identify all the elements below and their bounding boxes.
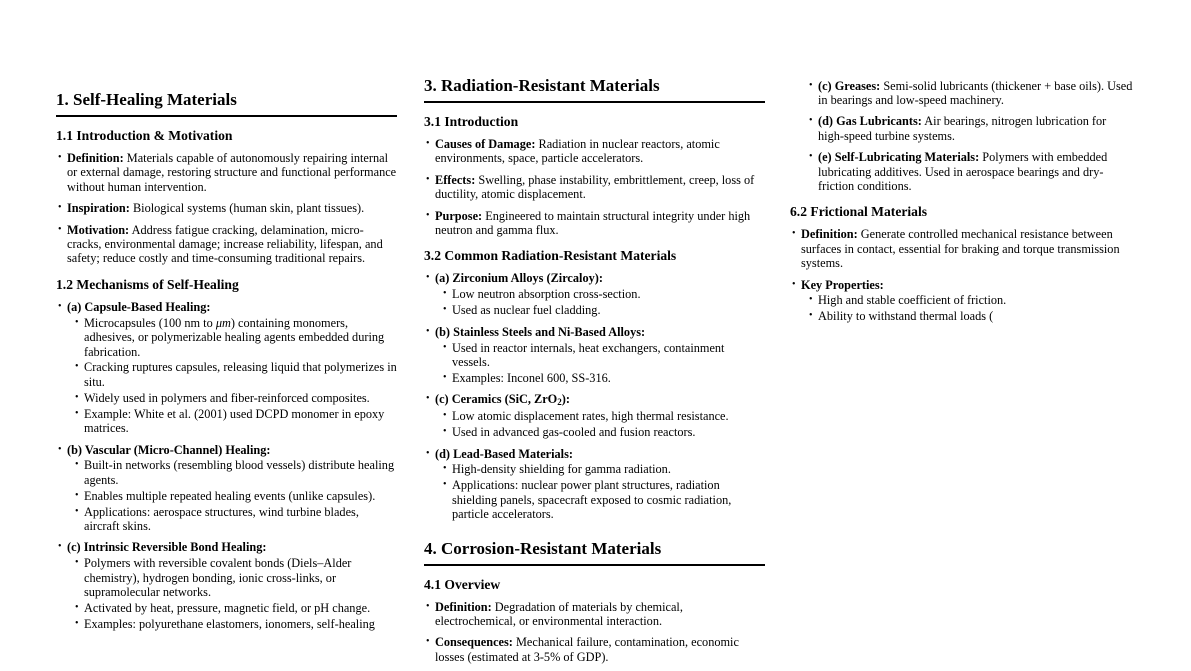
list-item [73, 489, 397, 503]
bullet-icon: • [75, 459, 79, 471]
list-item-term: Definition: [67, 151, 124, 165]
section-heading: 3. Radiation-Resistant Materials [424, 76, 765, 103]
list-item-text: Widely used in polymers and fiber-reinforced composites. [84, 390, 370, 405]
bullet-icon: • [58, 223, 62, 235]
list-item [441, 425, 765, 439]
list-item-term: (c) Intrinsic Reversible Bond Healing: [67, 540, 267, 555]
list-item-text: Effects: Swelling, phase instability, embrittlement, creep, loss of ductility, atomic displacement. [435, 172, 755, 202]
bullet-icon: • [426, 636, 430, 648]
bullet-icon: • [809, 151, 813, 163]
list-item-group [424, 287, 765, 301]
bullet-icon: • [443, 288, 447, 300]
list-item-term: (a) Capsule-Based Healing: [67, 299, 211, 314]
list-item-term: Consequences: [435, 635, 513, 650]
list-item [424, 392, 765, 407]
subscript-text: 2 [557, 397, 562, 408]
list-item-group [424, 447, 765, 522]
list-item-group [790, 79, 1135, 108]
list-item [441, 462, 765, 476]
subsection-heading: 4.1 Overview [424, 576, 501, 592]
bullet-list [790, 227, 1135, 323]
list-item-group [424, 371, 765, 385]
bullet-icon: • [809, 310, 813, 322]
subsection-heading: 1.2 Mechanisms of Self-Healing [56, 276, 239, 292]
list-item-term: Causes of Damage: [435, 137, 536, 151]
subsection-heading: 3.2 Common Radiation-Resistant Materials [424, 248, 677, 264]
bullet-icon: • [75, 505, 79, 517]
list-item-group [56, 391, 397, 405]
list-item-group [424, 425, 765, 439]
list-item-text: Low atomic displacement rates, high thermal resistance. [452, 409, 729, 424]
list-item [424, 635, 765, 664]
list-item [56, 300, 397, 314]
list-item-group [56, 556, 397, 599]
bullet-list [56, 151, 397, 266]
list-item-group [56, 360, 397, 389]
list-item [790, 227, 1135, 270]
list-item-group [790, 114, 1135, 143]
list-item-group [56, 540, 397, 631]
list-item-group [424, 325, 765, 386]
list-item-text: Definition: Materials capable of autonomously repairing internal or external damage, restoring structure and functional performance without human intervention. [67, 151, 397, 194]
bullet-list [56, 300, 397, 632]
list-item [73, 556, 397, 599]
list-item [441, 371, 765, 385]
list-item-term: Effects: [435, 172, 476, 187]
list-item-group [56, 407, 397, 436]
list-item-group [790, 309, 1135, 323]
list-item-group [56, 316, 397, 359]
bullet-list [424, 600, 765, 665]
bullet-icon: • [809, 79, 813, 91]
bullet-icon: • [58, 202, 62, 214]
list-item-text [435, 271, 765, 285]
bullet-icon: • [75, 557, 79, 569]
list-item-group [56, 489, 397, 503]
list-item-group [790, 278, 1135, 324]
bullet-icon: • [75, 391, 79, 403]
bullet-icon: • [809, 294, 813, 306]
list-item-text [435, 447, 765, 461]
list-item [424, 447, 765, 461]
list-item [441, 341, 765, 370]
list-item [424, 137, 765, 166]
list-item-term: (c) Ceramics (SiC, ZrO$_2$): [435, 392, 570, 408]
list-item-group [56, 617, 397, 631]
bullet-icon: • [443, 341, 447, 353]
list-item-group [790, 150, 1135, 193]
bullet-icon: • [58, 300, 62, 312]
bullet-icon: • [426, 272, 430, 284]
list-item-text: Used as nuclear fuel cladding. [452, 303, 601, 318]
bullet-icon: • [426, 173, 430, 185]
section-heading: 4. Corrosion-Resistant Materials [424, 539, 765, 566]
list-item [441, 287, 765, 301]
bullet-icon: • [58, 152, 62, 163]
list-item [807, 114, 1135, 143]
list-item-text: Polymers with reversible covalent bonds (Diels–Alder chemistry), hydrogen bonding, ionic cross-links, or supramolecular networks. [84, 556, 352, 600]
list-item-group [424, 173, 765, 202]
list-item [56, 223, 397, 266]
bullet-icon: • [426, 325, 430, 337]
bullet-icon: • [443, 304, 447, 316]
list-item-text [67, 540, 397, 554]
list-item [73, 391, 397, 405]
list-item-term: (a) Zirconium Alloys (Zircaloy): [435, 271, 603, 286]
section-heading: 1. Self-Healing Materials [56, 90, 397, 117]
list-item-text [67, 443, 397, 457]
list-item-text: Applications: nuclear power plant structures, radiation shielding panels, spacecraft exposed to cosmic radiation, particle accelerators. [452, 478, 732, 522]
list-item-text: (d) Gas Lubricants: Air bearings, nitrogen lubrication for high-speed turbine systems. [818, 114, 1107, 143]
bullet-icon: • [809, 115, 813, 127]
list-item-group [424, 478, 765, 521]
bullet-icon: • [426, 447, 430, 459]
column-2 [424, 76, 765, 671]
subsection-heading: 1.1 Introduction & Motivation [56, 128, 233, 143]
list-item [73, 316, 397, 359]
list-item [807, 150, 1135, 193]
list-item [56, 443, 397, 457]
list-item-text: Used in advanced gas-cooled and fusion reactors. [452, 425, 696, 440]
list-item-group [56, 601, 397, 615]
list-item-text: Purpose: Engineered to maintain structural integrity under high neutron and gamma flux. [435, 208, 751, 238]
list-item-group [56, 300, 397, 436]
list-item-text: Examples: Inconel 600, SS-316. [452, 370, 611, 385]
list-item [807, 293, 1135, 307]
list-item-term: (b) Stainless Steels and Ni-Based Alloys: [435, 324, 646, 339]
list-item-text [435, 392, 765, 407]
bullet-icon: • [58, 541, 62, 553]
list-item [73, 617, 397, 631]
list-item-term: (d) Gas Lubricants: [818, 114, 922, 129]
bullet-icon: • [443, 479, 447, 491]
list-item-term: (d) Lead-Based Materials: [435, 446, 573, 461]
list-item-text: Definition: Degradation of materials by chemical, electrochemical, or environmental interaction. [435, 599, 683, 628]
bullet-list [790, 79, 1135, 194]
list-item [807, 309, 1135, 323]
list-item-text: Low neutron absorption cross-section. [452, 287, 641, 302]
bullet-icon: • [75, 489, 79, 501]
list-item-text: Ability to withstand thermal loads ( [818, 309, 994, 324]
list-item [424, 600, 765, 629]
list-item-term: (c) Greases: [818, 78, 881, 93]
list-item-text: Enables multiple repeated healing events (unlike capsules). [84, 488, 376, 503]
bullet-icon: • [58, 443, 62, 455]
subsection-heading: 3.1 Introduction [424, 114, 519, 129]
list-item [73, 407, 397, 436]
bullet-icon: • [75, 316, 79, 328]
list-item-group [424, 600, 765, 629]
bullet-icon: • [443, 463, 447, 475]
list-item-text: Microcapsules (100 nm to μm) containing monomers, adhesives, or polymerizable healing agents embedded during fabrication. [84, 315, 385, 359]
bullet-icon: • [426, 209, 430, 221]
bullet-icon: • [75, 361, 79, 373]
list-item-group [56, 201, 397, 215]
bullet-icon: • [426, 138, 430, 149]
list-item-term: Motivation: [67, 222, 130, 237]
bullet-list [424, 271, 765, 521]
bullet-icon: • [443, 426, 447, 438]
list-item-group [56, 443, 397, 534]
list-item-text: Applications: aerospace structures, wind turbine blades, aircraft skins. [84, 504, 359, 534]
list-item-group [424, 341, 765, 370]
list-item [73, 505, 397, 534]
list-item-term: Definition: [435, 599, 492, 614]
list-item [56, 540, 397, 554]
list-item-term: Definition: [801, 227, 858, 242]
list-item-text: Example: White et al. (2001) used DCPD monomer in epoxy matrices. [84, 406, 385, 436]
bullet-icon: • [443, 410, 447, 422]
list-item-term: Key Properties: [801, 277, 884, 292]
list-item-group [424, 635, 765, 664]
list-item-text: Causes of Damage: Radiation in nuclear reactors, atomic environments, space, particle accelerators. [435, 137, 720, 166]
list-item [56, 201, 397, 215]
list-item-text: High and stable coefficient of friction. [818, 293, 1007, 308]
list-item-text: Inspiration: Biological systems (human skin, plant tissues). [67, 201, 365, 216]
list-item-group [424, 303, 765, 317]
italic-text: μm [215, 315, 231, 330]
bullet-icon: • [426, 600, 430, 612]
bullet-icon: • [75, 407, 79, 419]
list-item-text: Motivation: Address fatigue cracking, delamination, micro-cracks, environmental damage; increase reliability, lifespan, and safety; reduce costly and time-consuming traditional repairs. [67, 222, 383, 266]
list-item-term: Purpose: [435, 208, 483, 223]
list-item-text: Used in reactor internals, heat exchangers, containment vessels. [452, 340, 725, 369]
list-item [424, 173, 765, 202]
list-item [807, 79, 1135, 108]
list-item-text: Definition: Generate controlled mechanical resistance between surfaces in contact, essential for braking and torque transmission systems. [801, 227, 1120, 271]
list-item-group [424, 392, 765, 439]
list-item-text: Built-in networks (resembling blood vessels) distribute healing agents. [84, 458, 395, 487]
list-item-group [424, 462, 765, 476]
list-item [424, 271, 765, 285]
list-item-text: Cracking ruptures capsules, releasing liquid that polymerizes in situ. [84, 360, 397, 389]
list-item-text [67, 300, 397, 314]
list-item-text: (e) Self-Lubricating Materials: Polymers with embedded lubricating additives. Used in aerospace bearings and dry-friction conditions. [818, 150, 1108, 193]
bullet-icon: • [792, 228, 796, 240]
list-item-text: Activated by heat, pressure, magnetic field, or pH change. [84, 601, 371, 616]
list-item [56, 151, 397, 194]
list-item-text: Consequences: Mechanical failure, contamination, economic losses (estimated at 3-5% of GDP). [435, 635, 739, 664]
bullet-icon: • [792, 278, 796, 290]
list-item [441, 409, 765, 423]
list-item-text: (c) Greases: Semi-solid lubricants (thickener + base oils). Used in bearings and low-speed machinery. [818, 78, 1133, 107]
list-item-group [56, 223, 397, 266]
list-item-text [801, 278, 1135, 292]
list-item-group [424, 271, 765, 317]
list-item-group [790, 293, 1135, 307]
list-item [441, 303, 765, 317]
bullet-icon: • [443, 371, 447, 383]
list-item-term: Inspiration: [67, 201, 130, 216]
list-item [441, 478, 765, 521]
list-item [424, 325, 765, 339]
list-item-group [790, 227, 1135, 270]
list-item-group [424, 209, 765, 238]
list-item-term: (b) Vascular (Micro-Channel) Healing: [67, 442, 271, 457]
list-item-text: High-density shielding for gamma radiation. [452, 462, 671, 477]
list-item-group [424, 137, 765, 166]
list-item [73, 360, 397, 389]
list-item [73, 458, 397, 487]
subsection-heading: 6.2 Frictional Materials [790, 204, 928, 220]
column-1 [56, 90, 397, 638]
list-item-text [435, 325, 765, 339]
list-item [424, 209, 765, 238]
bullet-icon: • [75, 617, 79, 629]
list-item [790, 278, 1135, 292]
bullet-list [424, 137, 765, 237]
bullet-icon: • [75, 602, 79, 614]
column-3 [790, 77, 1135, 331]
list-item-group [56, 151, 397, 194]
list-item-group [424, 409, 765, 423]
list-item-term: (e) Self-Lubricating Materials: [818, 150, 980, 165]
list-item-group [56, 458, 397, 487]
bullet-icon: • [426, 393, 430, 405]
list-item-text: Examples: polyurethane elastomers, ionomers, self-healing [84, 616, 375, 631]
list-item-group [56, 505, 397, 534]
list-item [73, 601, 397, 615]
